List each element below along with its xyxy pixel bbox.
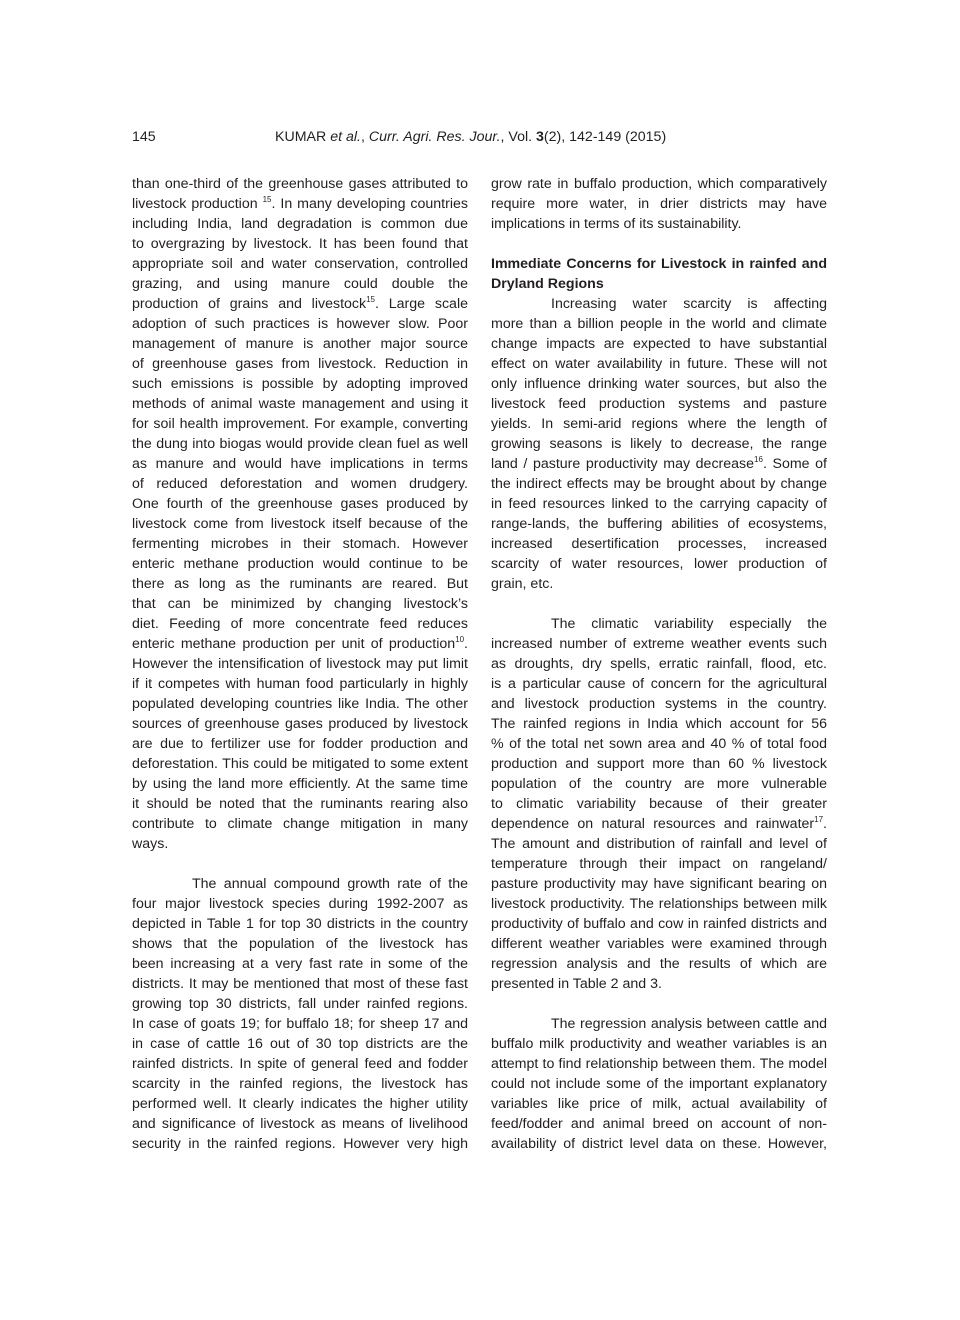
line-text: variables like price of milk, actual availability of xyxy=(491,1096,827,1112)
text-line xyxy=(132,194,468,214)
text-line xyxy=(491,1134,827,1154)
line-text: only influence drinking water sources, but also the xyxy=(491,376,827,392)
line-text: enteric methane production per unit of production xyxy=(132,636,456,652)
text-line xyxy=(132,1114,468,1134)
text-line xyxy=(491,794,827,814)
text-line xyxy=(491,714,827,734)
line-text: livestock production xyxy=(132,196,263,212)
text-line xyxy=(491,434,827,454)
line-text: including India, land degradation is common due xyxy=(132,216,468,232)
line-text: four major livestock species during 1992-2007 as xyxy=(132,896,468,912)
text-line xyxy=(491,654,827,674)
paragraph-gap xyxy=(491,234,827,254)
text-line xyxy=(491,474,827,494)
text-line xyxy=(491,854,827,874)
text-line xyxy=(132,834,468,854)
running-head-journal: Curr. Agri. Res. Jour. xyxy=(368,129,501,145)
line-text: grain, etc. xyxy=(491,576,554,592)
text-line xyxy=(491,894,827,914)
line-text: Immediate Concerns for Livestock in rainfed and xyxy=(491,256,827,272)
page-header xyxy=(0,129,960,149)
text-line xyxy=(132,1094,468,1114)
text-line xyxy=(132,974,468,994)
text-line xyxy=(491,454,827,474)
line-text: of greenhouse gases from livestock. Reduction in xyxy=(132,356,468,372)
text-line xyxy=(132,914,468,934)
text-line xyxy=(491,354,827,374)
line-text: Dryland Regions xyxy=(491,276,604,292)
text-line xyxy=(132,454,468,474)
text-line xyxy=(132,374,468,394)
text-line xyxy=(491,694,827,714)
line-text: are due to fertilizer use for fodder production and xyxy=(132,736,468,752)
line-text: as manure and would have implications in terms xyxy=(132,456,468,472)
line-text: The regression analysis between cattle and xyxy=(551,1016,827,1032)
line-text: The amount and distribution of rainfall and level of xyxy=(491,836,827,852)
line-text: enteric methane production would continue to be xyxy=(132,556,468,572)
text-line xyxy=(132,534,468,554)
running-head: KUMAR et al., Curr. Agri. Res. Jour., Vol. 3(2), 142-149 (2015) xyxy=(275,129,667,145)
text-line xyxy=(132,514,468,534)
line-text: require more water, in drier districts may have xyxy=(491,196,827,212)
text-line xyxy=(491,214,827,234)
line-text: security in the rainfed regions. However very high xyxy=(132,1136,468,1152)
text-line xyxy=(491,174,827,194)
line-text: increased desertification processes, increased xyxy=(491,536,827,552)
text-line xyxy=(491,1074,827,1094)
line-text: livestock productivity. The relationships between milk xyxy=(491,896,827,912)
line-text: methods of animal waste management and using it xyxy=(132,396,468,412)
line-text: rainfed districts. In spite of general feed and fodder xyxy=(132,1056,468,1072)
line-text: diet. Feeding of more concentrate feed reduces xyxy=(132,616,468,632)
text-line xyxy=(132,754,468,774)
line-text: scarcity of water resources, lower production of xyxy=(491,556,827,572)
line-text: contribute to climate change mitigation in many xyxy=(132,816,468,832)
text-line xyxy=(132,954,468,974)
text-line xyxy=(132,234,468,254)
line-text: pasture productivity may have significant bearing on xyxy=(491,876,827,892)
line-text-after: . xyxy=(464,636,468,652)
text-line xyxy=(491,514,827,534)
text-line xyxy=(132,354,468,374)
text-line xyxy=(491,414,827,434)
line-text: districts. It may be mentioned that most of these fast xyxy=(132,976,468,992)
text-line xyxy=(132,634,468,654)
text-line xyxy=(491,754,827,774)
text-line xyxy=(491,394,827,414)
line-text: grazing, and using manure could double the xyxy=(132,276,468,292)
text-line xyxy=(132,1034,468,1054)
text-line xyxy=(491,914,827,934)
running-head-etal: et al. xyxy=(330,129,361,145)
section-heading-line xyxy=(491,254,827,274)
text-line xyxy=(491,334,827,354)
text-line xyxy=(132,1134,468,1154)
line-text: One fourth of the greenhouse gases produced by xyxy=(132,496,468,512)
line-text: attempt to find relationship between them. The model xyxy=(491,1056,827,1072)
line-text: livestock come from livestock itself because of the xyxy=(132,516,468,532)
running-head-issue: (2), 142-149 (2015) xyxy=(543,129,667,145)
line-text: regression analysis and the results of which are xyxy=(491,956,827,972)
line-text: shows that the population of the livestock has xyxy=(132,936,468,952)
line-text: range-lands, the buffering abilities of ecosystems, xyxy=(491,516,827,532)
line-text: appropriate soil and water conservation, controlled xyxy=(132,256,468,272)
text-line xyxy=(491,934,827,954)
line-text: the dung into biogas would provide clean fuel as well xyxy=(132,436,468,452)
line-text-after: . Large scale xyxy=(375,296,468,312)
line-text: could not include some of the important explanatory xyxy=(491,1076,827,1092)
line-text: than one-third of the greenhouse gases attributed to xyxy=(132,176,468,192)
text-line xyxy=(132,294,468,314)
line-text-after: . Some of xyxy=(762,456,827,472)
line-text: population of the country are more vulnerable xyxy=(491,776,827,792)
text-line xyxy=(491,314,827,334)
text-line xyxy=(491,954,827,974)
line-text: in case of cattle 16 out of 30 top districts are the xyxy=(132,1036,468,1052)
line-text: such emissions is possible by adopting improved xyxy=(132,376,468,392)
text-line xyxy=(491,834,827,854)
line-text: feed/fodder and animal breed on account of non- xyxy=(491,1116,827,1132)
page-number: 145 xyxy=(132,129,156,145)
line-text: availability of district level data on these. However, xyxy=(491,1136,827,1152)
line-text: it should be noted that the ruminants rearing also xyxy=(132,796,468,812)
line-text: temperature through their impact on rangeland/ xyxy=(491,856,827,872)
line-text: ways. xyxy=(132,836,169,852)
line-text: dependence on natural resources and rainwater xyxy=(491,816,815,832)
text-line xyxy=(491,1014,827,1034)
text-line xyxy=(132,714,468,734)
text-line xyxy=(491,1114,827,1134)
line-text: if it competes with human food particularly in highly xyxy=(132,676,468,692)
text-line xyxy=(132,1014,468,1034)
citation-superscript: 15 xyxy=(366,295,375,304)
text-line xyxy=(491,614,827,634)
line-text: The climatic variability especially the xyxy=(551,616,827,632)
line-text: % of the total net sown area and 40 % of total food xyxy=(491,736,827,752)
line-text: more than a billion people in the world and climate xyxy=(491,316,827,332)
line-text: populated developing countries like India. The other xyxy=(132,696,468,712)
citation-superscript: 15 xyxy=(262,195,272,204)
line-text: and livestock production systems in the country. xyxy=(491,696,827,712)
text-line xyxy=(491,1034,827,1054)
line-text: growing seasons is likely to decrease, the range xyxy=(491,436,827,452)
text-line xyxy=(491,294,827,314)
text-line xyxy=(132,174,468,194)
text-line xyxy=(132,774,468,794)
text-line xyxy=(491,534,827,554)
line-text: livestock feed production systems and pasture xyxy=(491,396,827,412)
running-head-volume: 3 xyxy=(536,129,544,145)
text-line xyxy=(132,1074,468,1094)
line-text: However the intensification of livestock may put limit xyxy=(132,656,468,672)
right-column xyxy=(491,174,827,1154)
text-line xyxy=(132,994,468,1014)
text-line xyxy=(132,334,468,354)
text-line xyxy=(132,474,468,494)
line-text: In case of goats 19; for buffalo 18; for sheep 17 and xyxy=(132,1016,468,1032)
line-text: grow rate in buffalo production, which comparatively xyxy=(491,176,827,192)
text-line xyxy=(132,554,468,574)
line-text: implications in terms of its sustainability. xyxy=(491,216,742,232)
text-line xyxy=(132,794,468,814)
line-text: effect on water availability in future. These will not xyxy=(491,356,827,372)
text-line xyxy=(132,434,468,454)
text-line xyxy=(491,1094,827,1114)
text-line xyxy=(491,554,827,574)
text-line xyxy=(132,594,468,614)
line-text: that can be minimized by changing livestock’s xyxy=(132,596,468,612)
text-line xyxy=(132,694,468,714)
text-line xyxy=(132,394,468,414)
line-text: buffalo milk productivity and weather variables is an xyxy=(491,1036,827,1052)
left-column xyxy=(132,174,468,1154)
text-line xyxy=(491,774,827,794)
text-line xyxy=(132,734,468,754)
line-text: as droughts, dry spells, erratic rainfall, flood, etc. xyxy=(491,656,827,672)
text-line xyxy=(491,374,827,394)
citation-superscript: 10 xyxy=(455,635,465,644)
line-text: fermenting microbes in their stomach. However xyxy=(132,536,468,552)
text-line xyxy=(491,194,827,214)
paragraph-gap xyxy=(132,854,468,874)
line-text: sources of greenhouse gases produced by livestock xyxy=(132,716,468,732)
text-line xyxy=(491,874,827,894)
paragraph-gap xyxy=(491,594,827,614)
text-line xyxy=(491,574,827,594)
citation-superscript: 17 xyxy=(814,815,824,824)
text-line xyxy=(132,814,468,834)
text-line xyxy=(132,414,468,434)
text-line xyxy=(132,894,468,914)
line-text: presented in Table 2 and 3. xyxy=(491,976,662,992)
line-text: The rainfed regions in India which account for 56 xyxy=(491,716,827,732)
line-text: there as long as the ruminants are reared. But xyxy=(132,576,468,592)
text-line xyxy=(132,494,468,514)
line-text: yields. In semi-arid regions where the length of xyxy=(491,416,827,432)
line-text: production of grains and livestock xyxy=(132,296,367,312)
line-text: depicted in Table 1 for top 30 districts in the country xyxy=(132,916,468,932)
line-text: scarcity in the rainfed regions, the livestock has xyxy=(132,1076,468,1092)
line-text: Increasing water scarcity is affecting xyxy=(551,296,827,312)
text-line xyxy=(491,634,827,654)
text-line xyxy=(132,1054,468,1074)
text-line xyxy=(132,874,468,894)
paragraph-gap xyxy=(491,994,827,1014)
text-line xyxy=(132,214,468,234)
text-line xyxy=(491,734,827,754)
text-line xyxy=(491,494,827,514)
line-text: management of manure is another major source xyxy=(132,336,468,352)
running-head-authors: KUMAR xyxy=(275,129,327,145)
text-line xyxy=(491,974,827,994)
line-text: been increasing at a very fast rate in some of the xyxy=(132,956,468,972)
citation-superscript: 16 xyxy=(754,455,763,464)
text-line xyxy=(132,314,468,334)
text-line xyxy=(132,574,468,594)
text-line xyxy=(491,674,827,694)
line-text: increased number of extreme weather events such xyxy=(491,636,827,652)
line-text: growing top 30 districts, fall under rainfed regions. xyxy=(132,996,468,1012)
text-line xyxy=(132,254,468,274)
line-text: is a particular cause of concern for the agricultural xyxy=(491,676,827,692)
line-text: for soil health improvement. For example, converting xyxy=(132,416,468,432)
section-heading-line xyxy=(491,274,827,294)
line-text: of reduced deforestation and women drudgery. xyxy=(132,476,468,492)
line-text: land / pasture productivity may decrease xyxy=(491,456,755,472)
line-text: deforestation. This could be mitigated to some extent xyxy=(132,756,468,772)
text-line xyxy=(132,614,468,634)
text-line xyxy=(491,814,827,834)
line-text: adoption of such practices is however slow. Poor xyxy=(132,316,468,332)
line-text: different weather variables were examined through xyxy=(491,936,827,952)
running-head-vol-label: Vol. xyxy=(508,129,533,145)
line-text-after: . In many developing countries xyxy=(271,196,468,212)
line-text: The annual compound growth rate of the xyxy=(192,876,468,892)
text-line xyxy=(132,274,468,294)
line-text: to overgrazing by livestock. It has been found that xyxy=(132,236,468,252)
text-line xyxy=(132,674,468,694)
line-text: to climatic variability because of their greater xyxy=(491,796,827,812)
line-text: in feed resources linked to the carrying capacity of xyxy=(491,496,827,512)
line-text: the indirect effects may be brought about by change xyxy=(491,476,827,492)
line-text: performed well. It clearly indicates the higher utility xyxy=(132,1096,468,1112)
text-line xyxy=(132,654,468,674)
text-line xyxy=(132,934,468,954)
line-text: change impacts are expected to have substantial xyxy=(491,336,827,352)
line-text: by using the land more efficiently. At the same time xyxy=(132,776,468,792)
line-text: productivity of buffalo and cow in rainfed districts and xyxy=(491,916,827,932)
text-line xyxy=(491,1054,827,1074)
line-text: production and support more than 60 % livestock xyxy=(491,756,827,772)
line-text: and significance of livestock as means of livelihood xyxy=(132,1116,468,1132)
line-text-after: . xyxy=(823,816,827,832)
